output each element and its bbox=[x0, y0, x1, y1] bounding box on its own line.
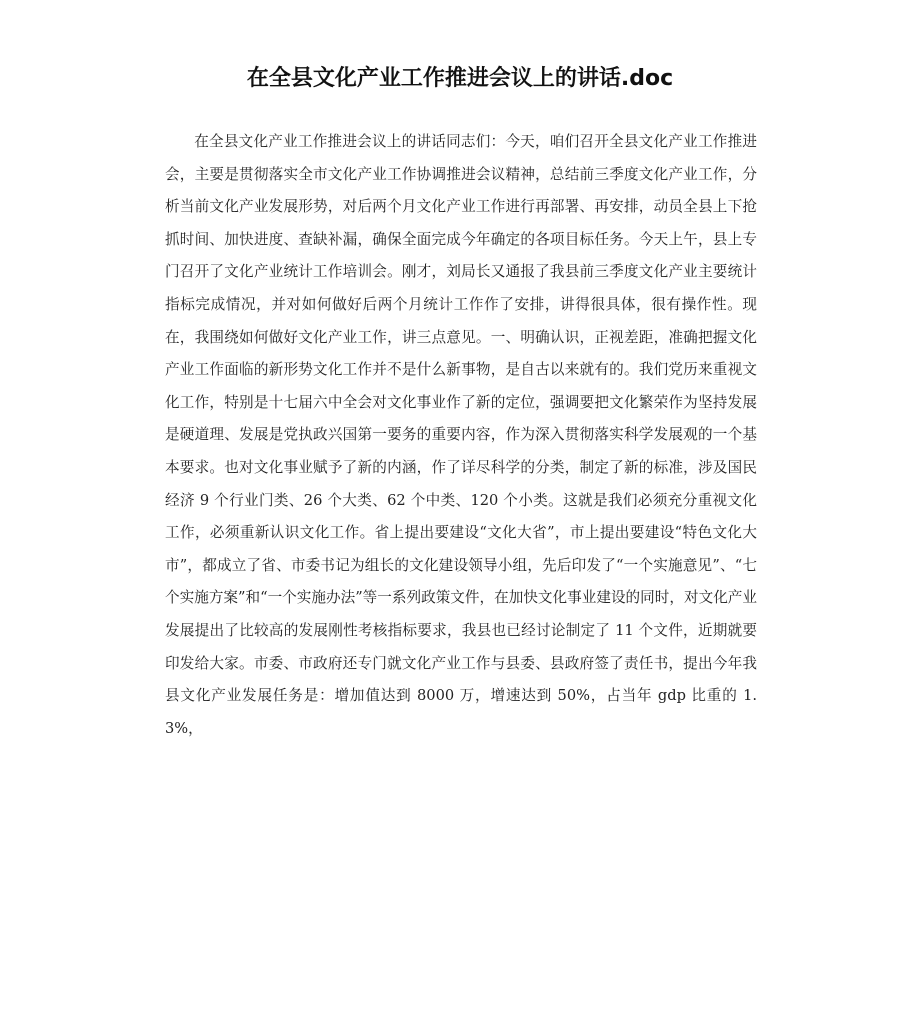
document-title: 在全县文化产业工作推进会议上的讲话.doc bbox=[246, 66, 674, 91]
document-body-paragraph: 在全县文化产业工作推进会议上的讲话同志们：今天，咱们召开全县文化产业工作推进会，主要是贯彻落实全市文化产业工作协调推进会议精神，总结前三季度文化产业工作，分析当前文化产业发展形势，对后两个月文化产业工作进行再部署、再安排，动员全县上下抢抓时间、加快进度、查缺补漏，确保全面完成今年确定的各项目标任务。今天上午，县上专门召开了文化产业统计工作培训会。刚才，刘局长又通报了我县前三季度文化产业主要统计指标完成情况，并对如何做好后两个月统计工作作了安排，讲得很具体，很有操作性。现在，我围绕如何做好文化产业工作，讲三点意见。一、明确认识，正视差距，准确把握文化产业工作面临的新形势文化工作并不是什么新事物，是自古以来就有的。我们党历来重视文化工作，特别是十七届六中全会对文化事业作了新的定位，强调要把文化繁荣作为坚持发展是硬道理、发展是党执政兴国第一要务的重要内容，作为深入贯彻落实科学发展观的一个基本要求。也对文化事业赋予了新的内涵，作了详尽科学的分类，制定了新的标准，涉及国民经济 9 个行业门类、26 个大类、62 个中类、120 个小类。这就是我们必须充分重视文化工作，必须重新认识文化工作。省上提出要建设“文化大省”，市上提出要建设“特色文化大市”，都成立了省、市委书记为组长的文化建设领导小组，先后印发了“一个实施意见”、“七个实施方案”和“一个实施办法”等一系列政策文件，在加快文化事业建设的同时，对文化产业发展提出了比较高的发展刚性考核指标要求，我县也已经讨论制定了 11 个文件，近期就要印发给大家。市委、市政府还专门就文化产业工作与县委、县政府签了责任书，提出今年我县文化产业发展任务是：增加值达到 8000 万，增速达到 50%，占当年 gdp 比重的 1.3%， bbox=[165, 133, 757, 737]
